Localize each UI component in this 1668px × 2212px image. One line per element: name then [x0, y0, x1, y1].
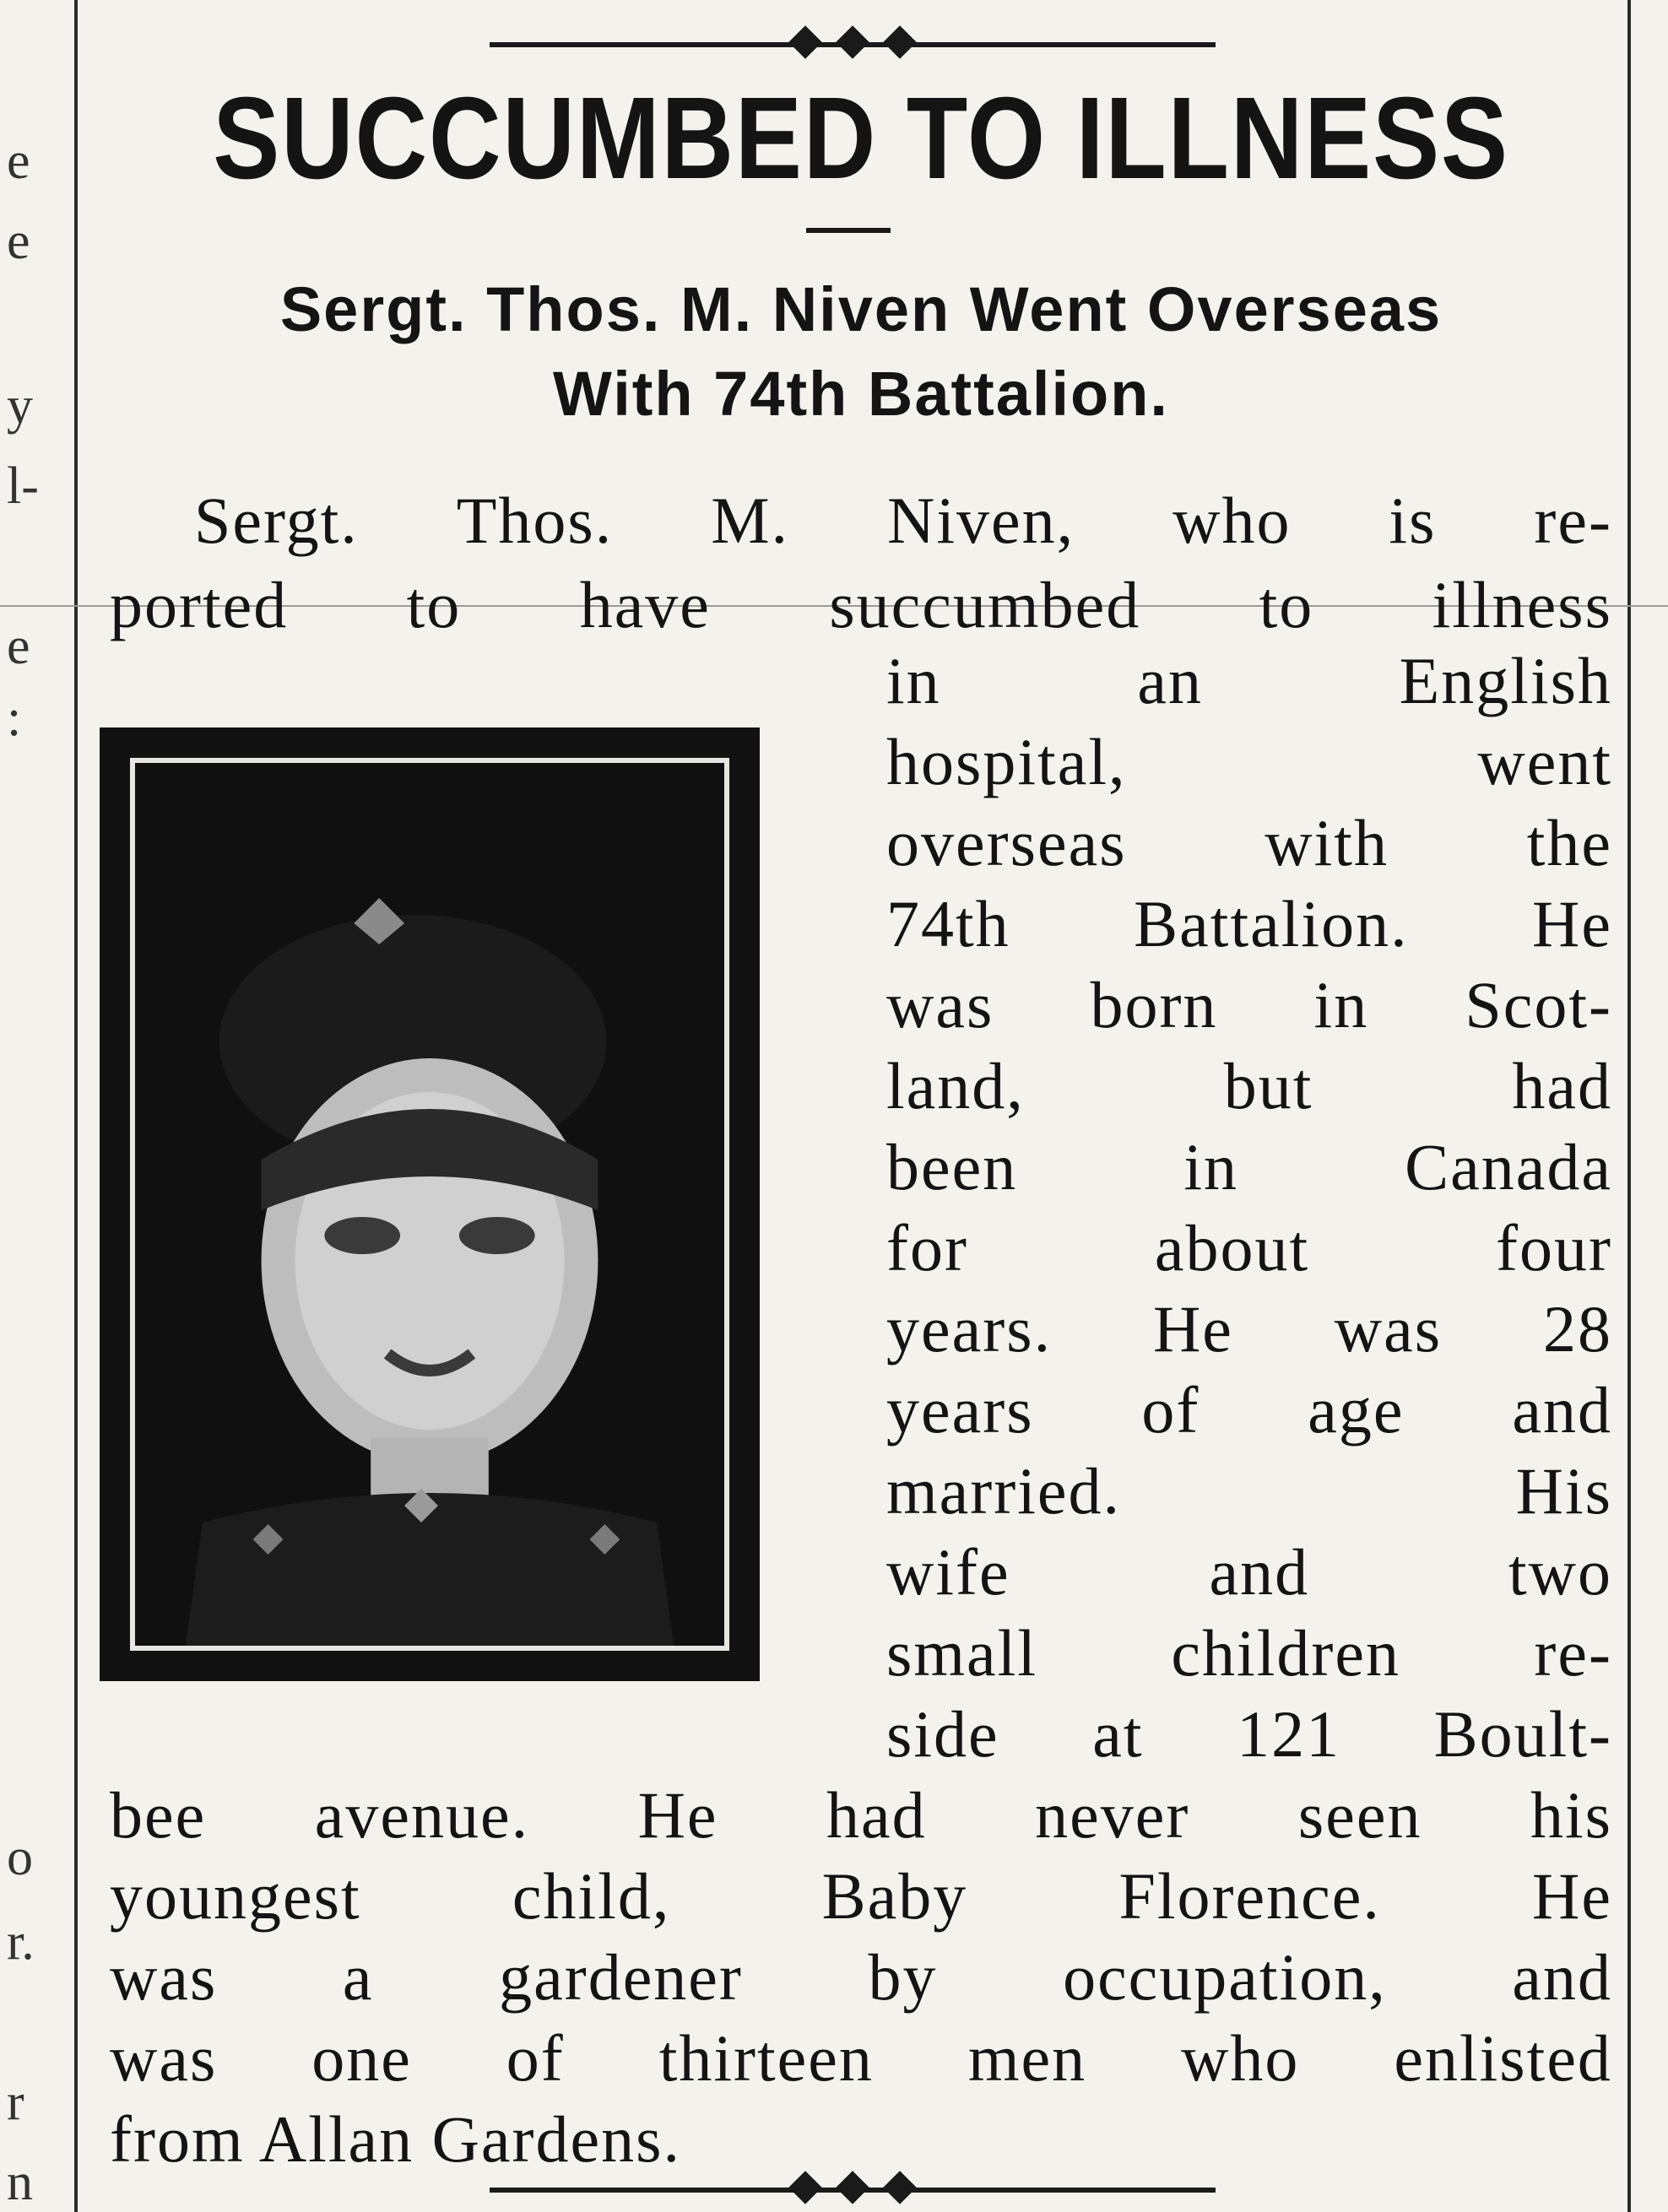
margin-fragment: r: [7, 2074, 24, 2131]
article-line-7: was born in Scot-: [886, 968, 1612, 1041]
article-line-15: small children re-: [886, 1616, 1612, 1690]
margin-fragment: r.: [7, 1913, 35, 1971]
article-line-1: Sergt. Thos. M. Niven, who is re-: [194, 484, 1612, 557]
article-line-5: overseas with the: [886, 806, 1612, 879]
article-line-16: side at 121 Boult-: [886, 1697, 1612, 1771]
article-line-2: ported to have succumbed to illness: [110, 568, 1612, 641]
headline-divider: [806, 228, 891, 233]
margin-fragment: y: [7, 377, 33, 435]
margin-fragment: n: [7, 2154, 33, 2211]
article-line-14: wife and two: [886, 1535, 1612, 1609]
margin-fragment: o: [7, 1829, 33, 1886]
margin-fragment: e: [7, 213, 30, 270]
soldier-portrait-illustration: [135, 763, 724, 1646]
article-line-12: years of age and: [886, 1373, 1612, 1447]
article-line-6: 74th Battalion. He: [886, 887, 1612, 960]
article-line-3: in an English: [886, 644, 1612, 717]
portrait-image: [130, 758, 729, 1651]
article-line-21: from Allan Gardens.: [110, 2102, 682, 2176]
margin-fragment: e: [7, 133, 30, 190]
article-line-13: married. His: [886, 1454, 1612, 1528]
ornamental-rule-bottom: [490, 2188, 1216, 2193]
subheadline-line-2: With 74th Battalion.: [553, 359, 1169, 429]
article-line-9: been in Canada: [886, 1130, 1612, 1203]
article-line-20: was one of thirteen men who enlisted: [110, 2021, 1612, 2095]
margin-fragment: :: [7, 690, 22, 747]
article-line-17: bee avenue. He had never seen his: [110, 1778, 1612, 1852]
ornamental-rule-top: [490, 42, 1216, 47]
margin-fragment: e: [7, 618, 30, 675]
article-line-18: youngest child, Baby Florence. He: [110, 1859, 1612, 1933]
margin-fragment: l-: [7, 457, 39, 515]
portrait-photo: [100, 727, 760, 1681]
article-line-11: years. He was 28: [886, 1292, 1612, 1366]
article-line-10: for about four: [886, 1211, 1612, 1284]
column-rule-left: [74, 0, 78, 2212]
subheadline-line-1: Sergt. Thos. M. Niven Went Overseas: [279, 274, 1443, 344]
article-line-4: hospital, went: [886, 725, 1612, 798]
headline: SUCCUMBED TO ILLNESS: [213, 73, 1509, 203]
article-line-8: land, but had: [886, 1049, 1612, 1122]
article-line-19: was a gardener by occupation, and: [110, 1940, 1612, 2014]
